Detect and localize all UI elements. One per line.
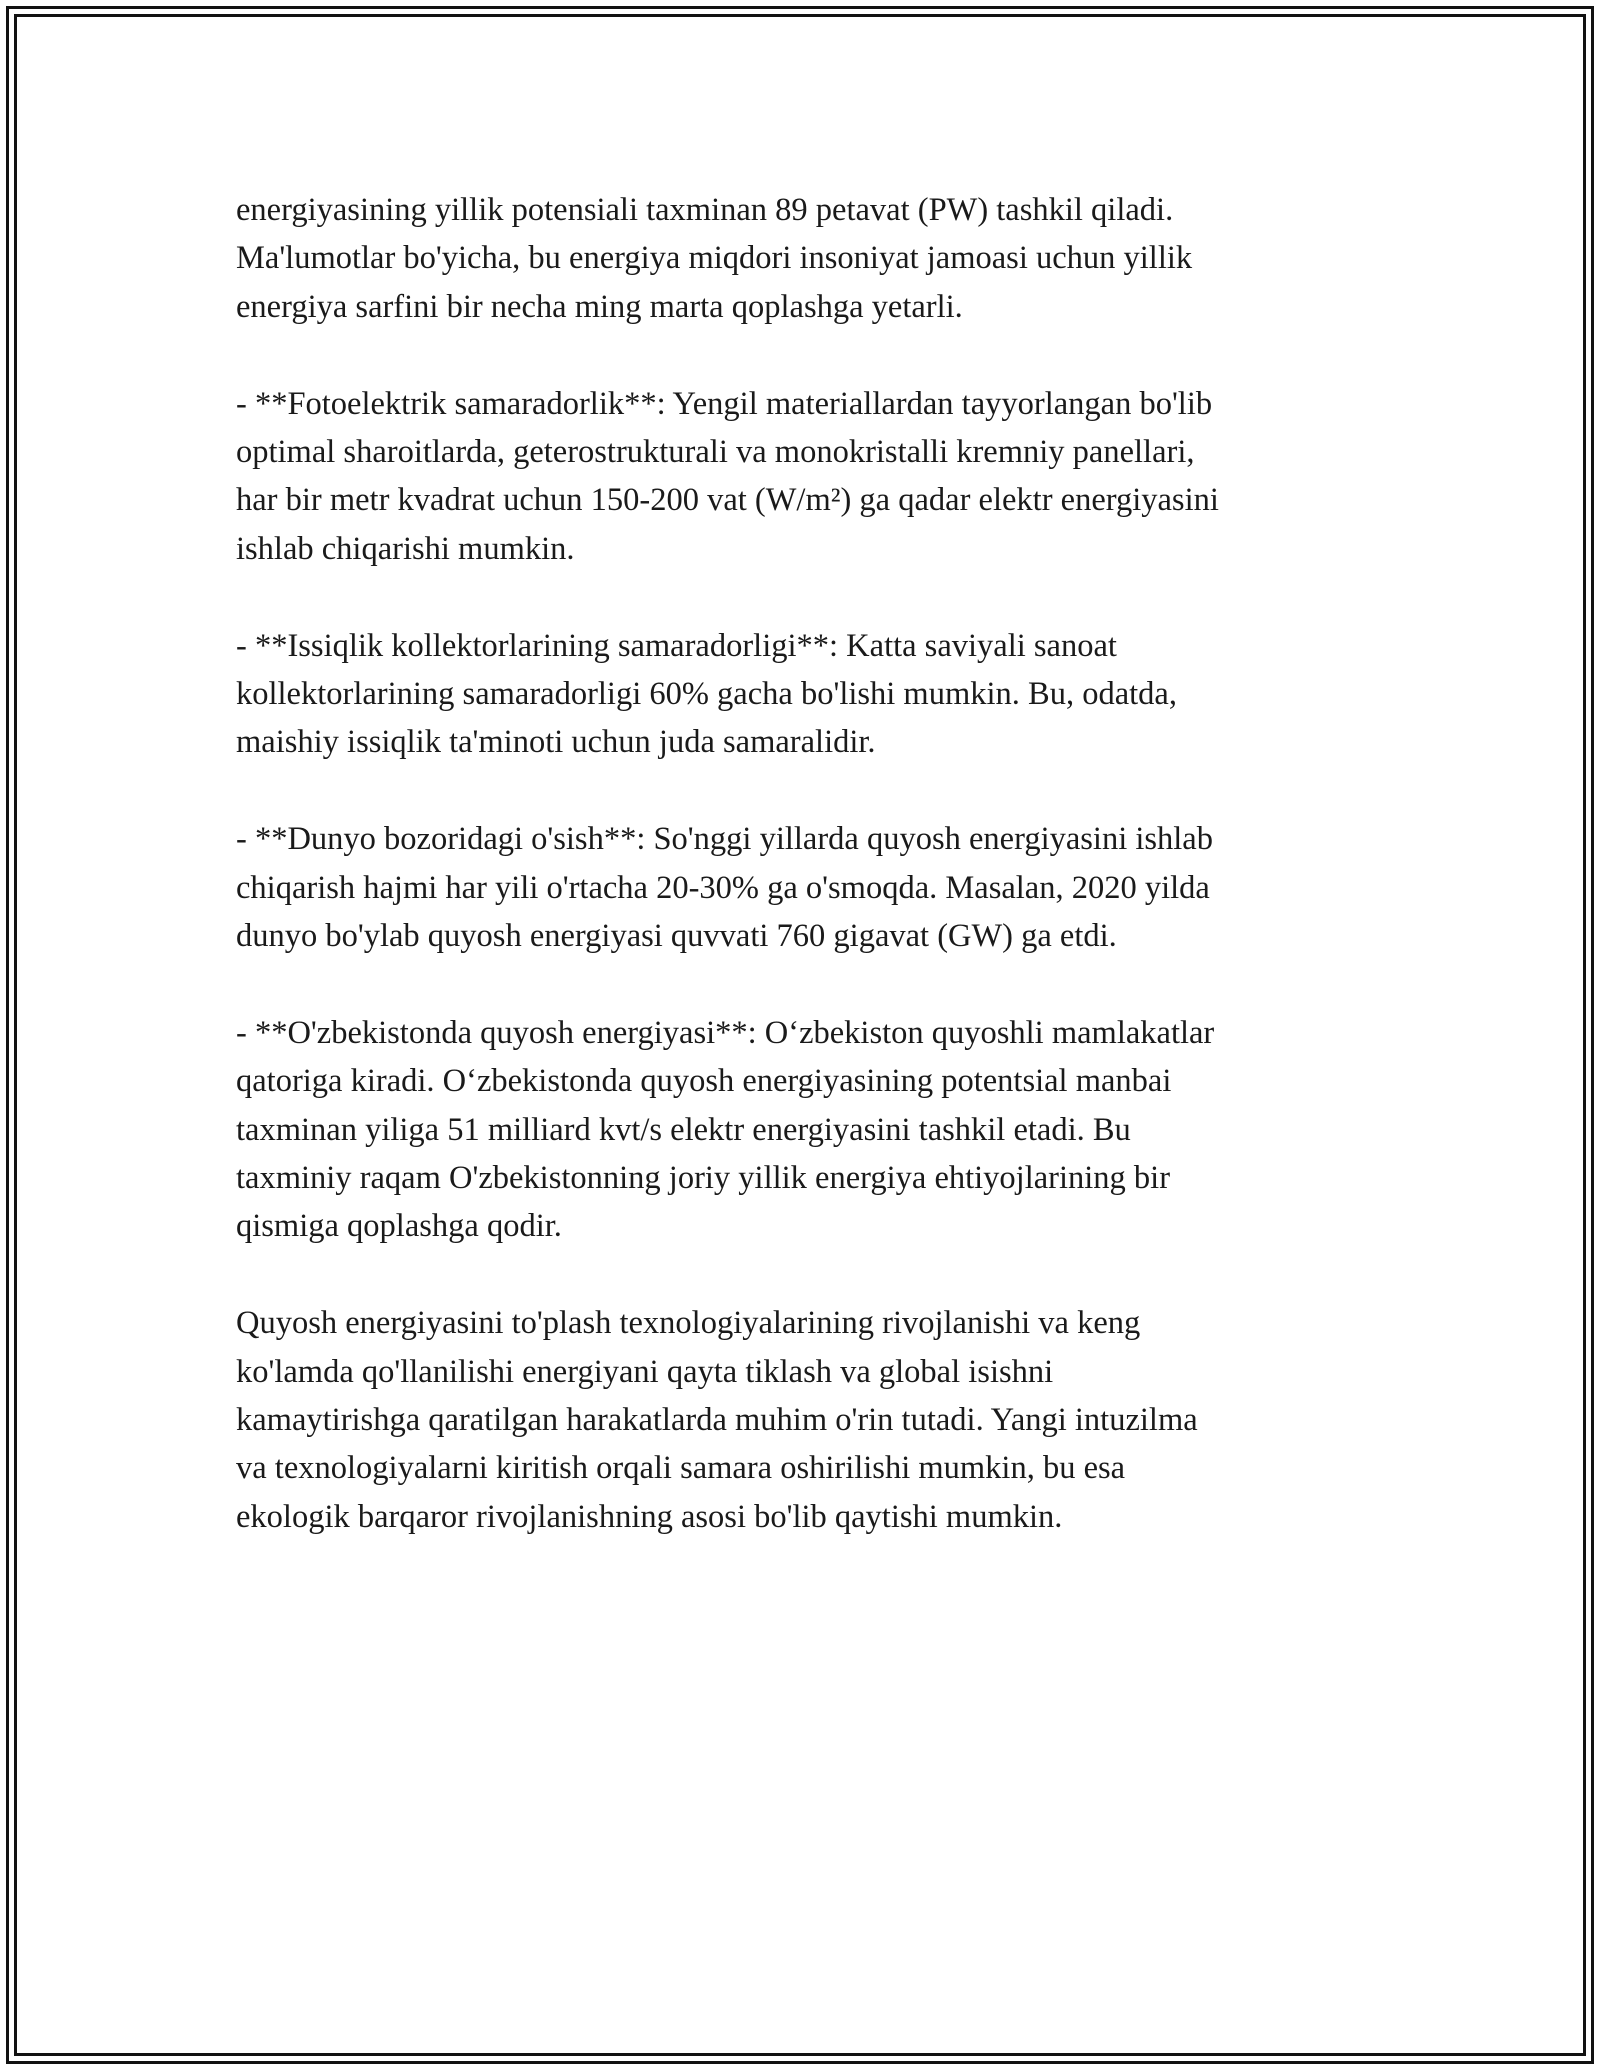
document-body [236, 186, 1366, 1541]
paragraph-thermal-collectors: - **Issiqlik kollektorlarining samaradorligi**: Katta saviyali sanoat kollektorlarining samaradorligi 60% gacha bo'lishi mumkin. Bu, odatda, maishiy issiqlik ta'minoti uchun juda samaralidir. [236, 627, 1177, 761]
paragraph-world-market-growth: - **Dunyo bozoridagi o'sish**: So'nggi yillarda quyosh energiyasini ishlab chiqarish hajmi har yili o'rtacha 20-30% ga o'smoqda. Masalan, 2020 yilda dunyo bo'ylab quyosh energiyasi quvvati 760 gigavat (GW) ga etdi. [236, 821, 1213, 955]
paragraph-solar-potential: energiyasining yillik potensiali taxminan 89 petavat (PW) tashkil qiladi. Ma'lumotlar bo'yicha, bu energiya miqdori insoniyat jamoasi uchun yillik energiya sarfini bir necha ming marta qoplashga yetarli. [236, 192, 1193, 325]
paragraph-photovoltaic-efficiency: - **Fotoelektrik samaradorlik**: Yengil materiallardan tayyorlangan bo'lib optimal sharoitlarda, geterostrukturali va monokristalli kremniy panellari, har bir metr kvadrat uchun 150-200 vat (W/m²) ga qadar elektr energiyasini ishlab chiqarishi mumkin. [236, 385, 1219, 567]
paragraph-uzbekistan-solar: - **O'zbekistonda quyosh energiyasi**: O‘zbekiston quyoshli mamlakatlar qatoriga kiradi. O‘zbekistonda quyosh energiyasining potentsial manbai taxminan yiliga 51 milliard kvt/s elektr energiyasini tashkil etadi. Bu taxminiy raqam O'zbekistonning joriy yillik energiya ehtiyojlarining bir qismiga qoplashga qodir. [236, 1014, 1215, 1245]
paragraph-conclusion: Quyosh energiyasini to'plash texnologiyalarining rivojlanishi va keng ko'lamda qo'llanilishi energiyani qayta tiklash va global isishni kamaytirishga qaratilgan harakatlarda muhim o'rin tutadi. Yangi intuzilma va texnologiyalarni kiritish orqali samara oshirilishi mumkin, bu esa ekologik barqaror rivojlanishning asosi bo'lib qaytishi mumkin. [236, 1305, 1198, 1535]
